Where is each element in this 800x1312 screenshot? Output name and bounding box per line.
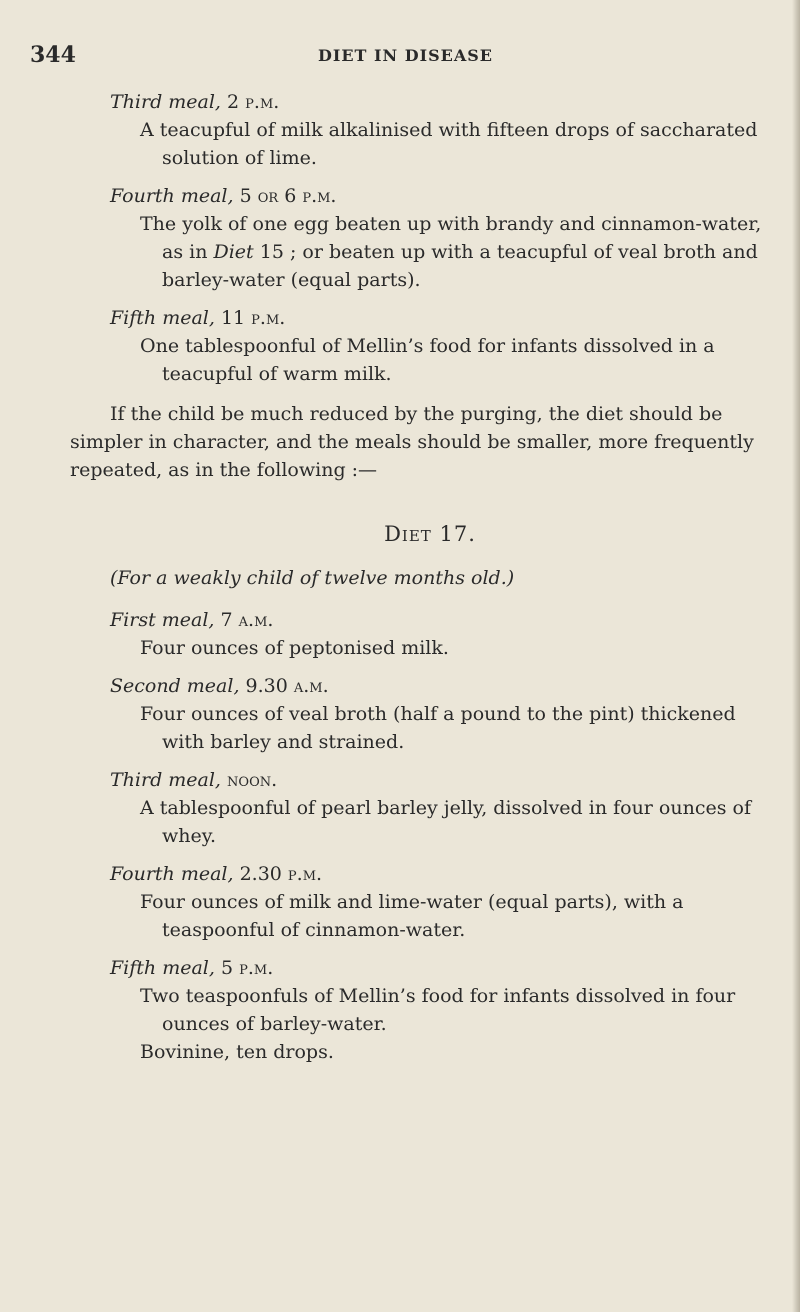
meal-description: Four ounces of peptonised milk. <box>140 637 449 659</box>
meal-heading <box>110 182 780 210</box>
page-content <box>70 88 780 1076</box>
meal-time: 11 p.m. <box>220 307 286 329</box>
meal-name: Second meal, <box>110 675 240 697</box>
meal-heading <box>110 860 780 888</box>
meal-time: 5 or 6 p.m. <box>239 185 337 207</box>
meal-heading <box>110 88 780 116</box>
diet-reference: Diet <box>213 241 254 263</box>
meal-time: 5 p.m. <box>220 957 274 979</box>
meal-heading <box>110 606 780 634</box>
meal-time: 2 p.m. <box>227 91 280 113</box>
meal-description <box>140 210 780 294</box>
running-head: DIET IN DISEASE <box>318 46 493 65</box>
scan-edge-shadow <box>792 0 800 1312</box>
meal-name: Fifth meal, <box>110 307 215 329</box>
meal-time: 2.30 p.m. <box>239 863 323 885</box>
meal-entry <box>80 860 780 944</box>
meal-extra: Bovinine, ten drops. <box>140 1041 334 1063</box>
meal-heading <box>110 766 780 794</box>
meal-entry <box>80 766 780 850</box>
page-header <box>30 42 770 76</box>
meal-entry <box>80 954 780 1066</box>
meal-name: First meal, <box>110 609 215 631</box>
diet-title: Diet 17. <box>384 522 476 546</box>
meal-entry <box>80 88 780 172</box>
meal-time: noon. <box>227 769 278 791</box>
diet-subtitle: (For a weakly child of twelve months old.) <box>110 567 515 589</box>
page-number: 344 <box>30 42 76 68</box>
meal-entry <box>80 182 780 294</box>
meal-name: Third meal, <box>110 769 221 791</box>
meal-description: Four ounces of veal broth (half a pound to the pint) thickened with barley and strained. <box>140 703 736 753</box>
meal-heading <box>110 304 780 332</box>
meal-name: Fourth meal, <box>110 185 234 207</box>
meal-entry <box>80 672 780 756</box>
meal-description-part: 15 ; or beaten up with a teacupful of veal broth and barley-water (equal parts). <box>162 241 758 291</box>
meal-name: Fourth meal, <box>110 863 234 885</box>
body-paragraph: If the child be much reduced by the purging, the diet should be simpler in character, and the meals should be smaller, more frequently repeated, as in the following :— <box>70 403 754 481</box>
meal-description: Two teaspoonfuls of Mellin’s food for infants dissolved in four ounces of barley-water. <box>140 985 736 1035</box>
meal-heading <box>110 672 780 700</box>
meal-entry <box>80 606 780 662</box>
meal-time: 7 a.m. <box>220 609 274 631</box>
meal-name: Fifth meal, <box>110 957 215 979</box>
meal-time: 9.30 a.m. <box>245 675 329 697</box>
meal-name: Third meal, <box>110 91 221 113</box>
meal-heading <box>110 954 780 982</box>
meal-description: A tablespoonful of pearl barley jelly, dissolved in four ounces of whey. <box>140 797 751 847</box>
meal-description: A teacupful of milk alkalinised with fifteen drops of saccharated solution of lime. <box>140 119 758 169</box>
meal-description: Four ounces of milk and lime-water (equal parts), with a teaspoonful of cinnamon-water. <box>140 891 684 941</box>
meal-entry <box>80 304 780 388</box>
meal-description-part: The yolk of one egg beaten up with brandy and cinnamon-water, as in <box>140 213 762 263</box>
meal-description: One tablespoonful of Mellin’s food for infants dissolved in a teacupful of warm milk. <box>140 335 715 385</box>
